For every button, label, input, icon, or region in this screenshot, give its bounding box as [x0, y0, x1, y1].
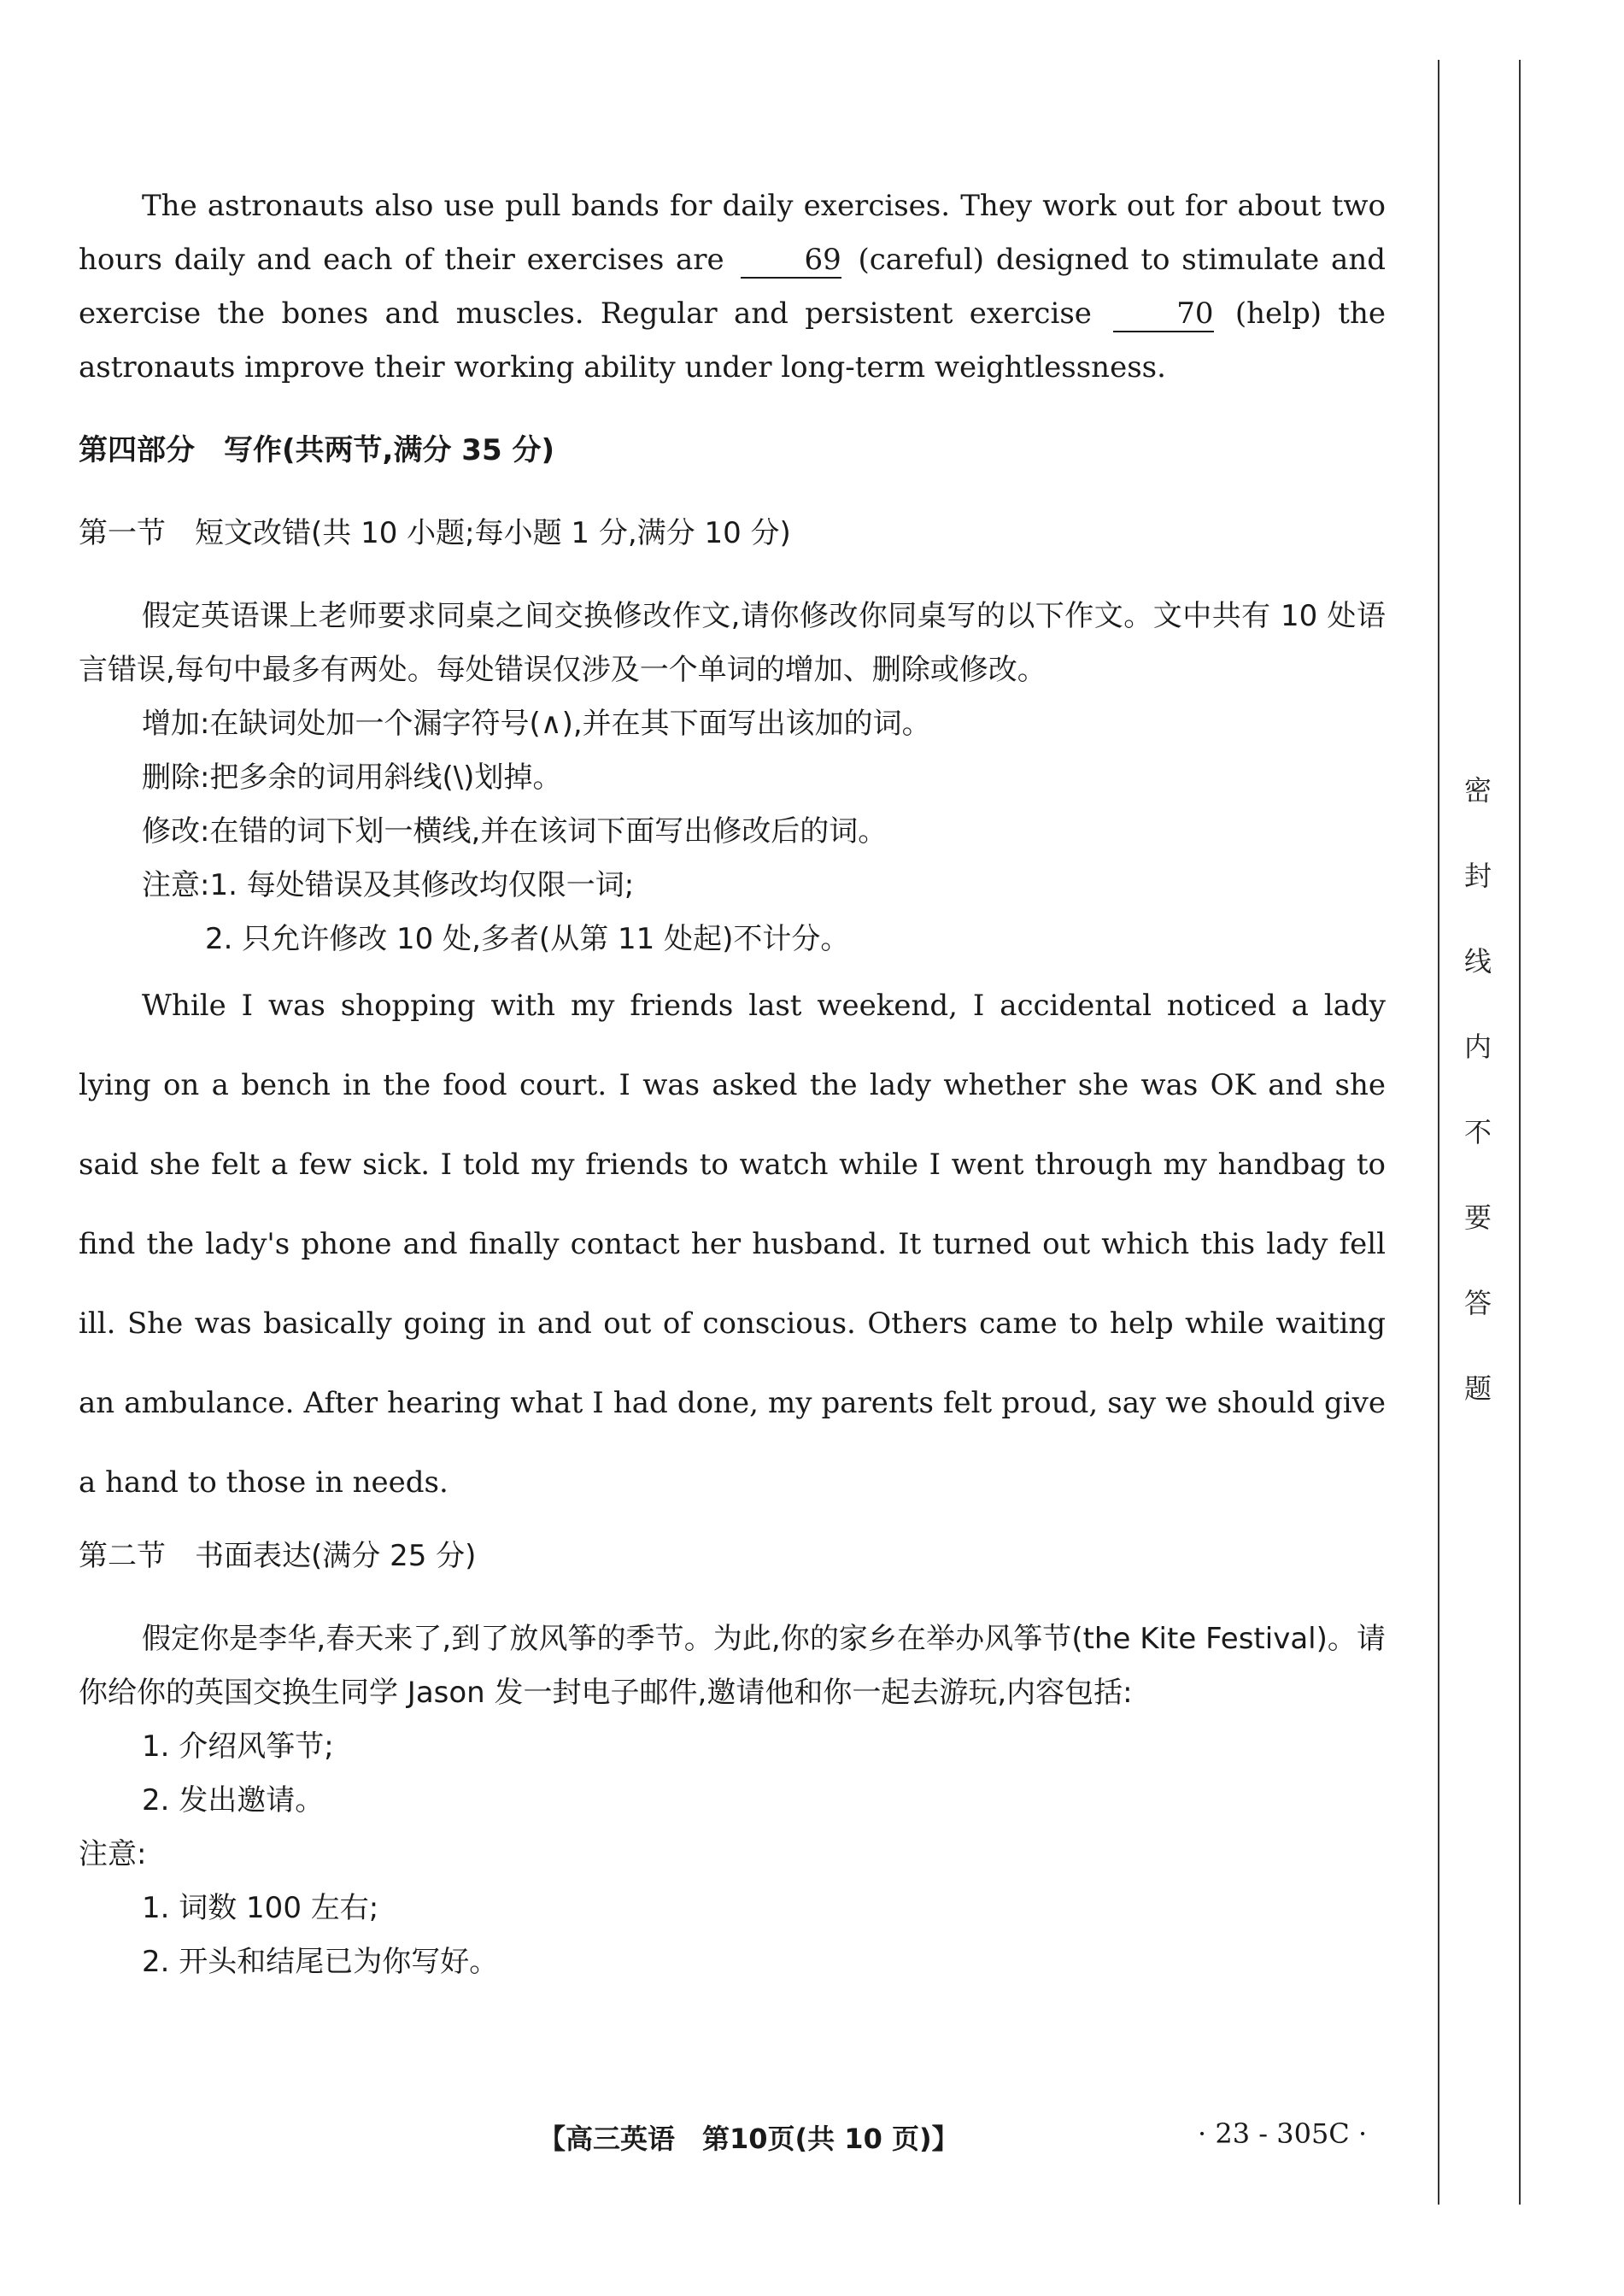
seal-strip-text [1452, 769, 1504, 1406]
correction-essay: While I was shopping with my friends last weekend, I accidental noticed a lady lying on a bench in the food court. I was asked the lady whether she was OK and she said she felt a few sick. I told my friends to watch while I went through my handbag to find the lady's phone and finally contact her husband. It turned out which this lady fell ill. She was basically going in and out of conscious. Others came to help while waiting an ambulance. After hearing what I had done, my parents felt proud, say we should give a hand to those in needs. [79, 989, 1386, 1500]
seal-char: 内 [1463, 1031, 1492, 1063]
seal-line-right [1519, 60, 1521, 2205]
passage-text-1: The astronauts also use pull bands for daily exercises. They work out for about two hours daily and each of their exercises are [79, 189, 1386, 277]
page-content [79, 179, 1386, 1989]
section2-prompt: 假定你是李华,春天来了,到了放风筝的季节。为此,你的家乡在举办风筝节(the Kite Festival)。请你给你的英国交换生同学 Jason 发一封电子邮件,邀请他和你一起去游玩,内容包括: [79, 1622, 1386, 1710]
section2-note-label: 注意: [79, 1837, 147, 1871]
footer-page-info: 【高三英语 第10页(共 10 页)】 [538, 2123, 959, 2155]
section2-item-1: 1. 介绍风筝节; [142, 1729, 334, 1764]
section2-note-2: 2. 开头和结尾已为你写好。 [142, 1945, 499, 1979]
section1-note-2: 2. 只允许修改 10 处,多者(从第 11 处起)不计分。 [205, 922, 850, 956]
section1-title: 第一节 短文改错(共 10 小题;每小题 1 分,满分 10 分) [79, 516, 791, 550]
passage-end-paragraph [79, 179, 1386, 395]
section1-add-rule: 增加:在缺词处加一个漏字符号(∧),并在其下面写出该加的词。 [142, 707, 931, 741]
section2-note-1: 1. 词数 100 左右; [142, 1891, 379, 1925]
part4-title: 第四部分 写作(共两节,满分 35 分) [79, 433, 554, 467]
section1-delete-rule: 删除:把多余的词用斜线(\)划掉。 [142, 760, 562, 795]
seal-line-left [1438, 60, 1439, 2205]
passage-text-2: (careful) designed to stimulate and exercise the bones and muscles. Regular and persistent exercise [79, 243, 1386, 331]
blank-70: 70 [1113, 297, 1213, 332]
passage-text-3: (help) the astronauts improve their working ability under long-term weightlessness. [79, 297, 1386, 385]
section1-instruction: 假定英语课上老师要求同桌之间交换修改作文,请你修改你同桌写的以下作文。文中共有 10 处语言错误,每句中最多有两处。每处错误仅涉及一个单词的增加、删除或修改。 [79, 599, 1386, 687]
section2-title: 第二节 书面表达(满分 25 分) [79, 1539, 477, 1573]
section1-note-1: 注意:1. 每处错误及其修改均仅限一词; [142, 868, 635, 902]
section1-modify-rule: 修改:在错的词下划一横线,并在该词下面写出修改后的词。 [142, 814, 888, 849]
seal-char: 线 [1463, 945, 1492, 978]
seal-char: 要 [1463, 1201, 1492, 1234]
seal-char: 答 [1463, 1287, 1492, 1319]
seal-char: 题 [1463, 1372, 1492, 1405]
footer-exam-code: · 23 - 305C · [1198, 2117, 1368, 2150]
section2-item-2: 2. 发出邀请。 [142, 1783, 325, 1817]
seal-char: 密 [1463, 774, 1492, 807]
seal-char: 不 [1463, 1116, 1492, 1148]
blank-69: 69 [741, 243, 841, 279]
seal-char: 封 [1463, 860, 1492, 892]
